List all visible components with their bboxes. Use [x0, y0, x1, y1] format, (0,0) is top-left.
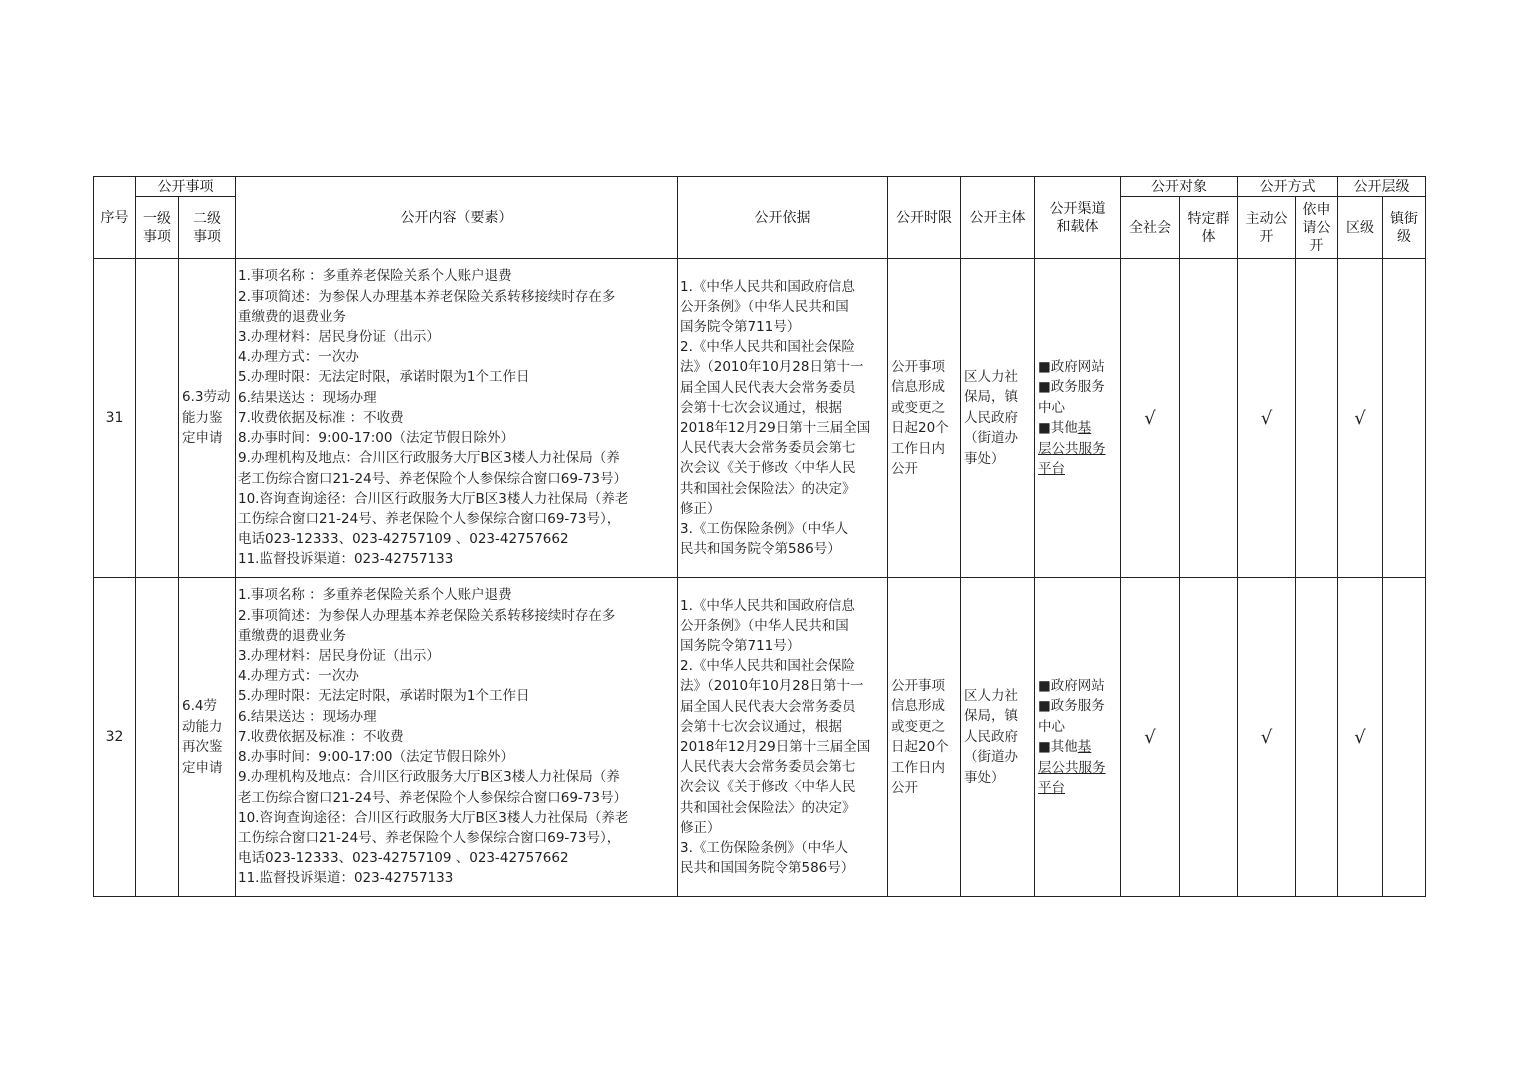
time-line: 或变更之	[891, 399, 945, 416]
table-row	[94, 259, 1426, 578]
header-town-line: 镇街	[1390, 210, 1418, 227]
basis-line: 民共和国务院令第586号）	[680, 541, 841, 558]
content-line: 1.事项名称 ：多重养老保险关系个人账户退费	[238, 587, 512, 604]
row-subject	[961, 578, 1035, 897]
basis-line: 3.《工伤保险条例》（中华人	[680, 521, 849, 538]
header-group-items: 公开事项	[136, 177, 236, 197]
subject-line: 人民政府	[964, 728, 1018, 745]
content-line: 工伤综合窗口21-24号、养老保险个人参保综合窗口69-73号），	[238, 510, 621, 527]
channel-line	[1038, 418, 1117, 439]
header-all-society: 全社会	[1121, 197, 1180, 259]
content-line: 9.办理机构及地点：合川区行政服务大厅B区3楼人力社保局（养	[238, 450, 620, 467]
header-active-line: 开	[1259, 228, 1274, 245]
header-channel-line: 公开渠道	[1049, 200, 1106, 217]
row-level2	[179, 259, 236, 578]
channel-line: ■政务服务	[1038, 379, 1105, 395]
header-specific-group-line: 体	[1201, 228, 1216, 245]
content-line: 9.办理机构及地点：合川区行政服务大厅B区3楼人力社保局（养	[238, 769, 620, 786]
header-specific-group-line: 特定群	[1187, 210, 1230, 227]
basis-line: 次会议《关于修改〈中华人民	[680, 779, 856, 796]
time-line: 信息形成	[891, 698, 945, 714]
basis-line: 人民代表大会常务委员会第七	[680, 759, 856, 776]
basis-line: 公开条例》（中华人民共和国	[680, 298, 849, 315]
basis-line: 修正）	[680, 500, 721, 517]
header-level1-line: 一级	[143, 210, 171, 227]
header-level2-line: 二级	[193, 210, 221, 227]
channel-other-label: ■其他	[1038, 739, 1078, 755]
level2-line: 动能力	[182, 718, 223, 735]
basis-line: 修正）	[680, 819, 721, 836]
header-channel	[1035, 177, 1121, 259]
row-channel	[1035, 578, 1121, 897]
content-line: 8.办事时间：9:00-17:00（法定节假日除外）	[238, 749, 514, 766]
basis-line: 民共和国国务院令第586号）	[680, 860, 855, 877]
basis-line: 共和国社会保险法〉的决定》	[680, 480, 856, 497]
row-content	[236, 578, 678, 897]
row-time	[888, 578, 961, 897]
time-line: 公开	[891, 780, 918, 796]
header-town-line: 级	[1397, 228, 1411, 245]
header-district: 区级	[1338, 197, 1383, 259]
subject-line: 事处）	[964, 450, 1005, 467]
row-level2	[179, 578, 236, 897]
header-row-1	[94, 177, 1426, 197]
content-line: 2.事项简述：为参保人办理基本养老保险关系转移接续时存在多	[238, 288, 616, 305]
header-specific-group	[1180, 197, 1238, 259]
disclosure-table	[93, 176, 1426, 897]
row-level1	[136, 578, 179, 897]
channel-other-label: ■其他	[1038, 420, 1078, 436]
time-line: 工作日内	[891, 759, 945, 776]
row-basis	[678, 578, 888, 897]
level2-line: 6.3劳动	[182, 389, 231, 406]
time-line: 工作日内	[891, 440, 945, 457]
channel-line: ■政务服务	[1038, 698, 1105, 714]
header-by-request-line: 依申	[1302, 201, 1331, 218]
header-level2-line: 事项	[193, 228, 221, 245]
content-line: 7.收费依据及标准 ：不收费	[238, 409, 404, 426]
basis-line: 2018年12月29日第十三届全国	[680, 739, 871, 755]
content-line: 工伤综合窗口21-24号、养老保险个人参保综合窗口69-73号），	[238, 829, 621, 846]
row-basis	[678, 259, 888, 578]
subject-line: 保局，镇	[964, 389, 1018, 406]
row-district-check: √	[1338, 578, 1383, 897]
basis-line: 次会议《关于修改〈中华人民	[680, 460, 856, 477]
header-by-request-line: 开	[1309, 237, 1324, 254]
channel-other-link[interactable]: 平台	[1038, 461, 1065, 477]
content-line: 10.咨询查询途径：合川区行政服务大厅B区3楼人力社保局（养老	[238, 490, 629, 507]
content-line: 6.结果送达 ：现场办理	[238, 389, 377, 406]
content-line: 重缴费的退费业务	[238, 308, 346, 325]
basis-line: 人民代表大会常务委员会第七	[680, 440, 856, 457]
subject-line: （街道办	[964, 430, 1018, 447]
level2-line: 6.4劳	[182, 698, 217, 714]
basis-line: 1.《中华人民共和国政府信息	[680, 278, 855, 295]
row-level1	[136, 259, 179, 578]
row-content	[236, 259, 678, 578]
time-line: 日起20个	[891, 420, 949, 436]
channel-other-link[interactable]: 平台	[1038, 780, 1065, 796]
channel-other-link[interactable]: 层公共服务	[1038, 440, 1106, 457]
basis-line: 届全国人民代表大会常务委员	[680, 698, 856, 715]
content-line: 5.办理时限：无法定时限，承诺时限为1个工作日	[238, 369, 530, 386]
header-level1	[136, 197, 179, 259]
basis-line: 国务院令第711号）	[680, 318, 801, 335]
content-line: 电话023-12333、023-42757109 、023-42757662	[238, 850, 569, 867]
content-line: 2.事项简述：为参保人办理基本养老保险关系转移接续时存在多	[238, 607, 616, 624]
basis-line: 法》（2010年10月28日第十一	[680, 678, 864, 695]
header-group-method: 公开方式	[1238, 177, 1338, 197]
row-seq: 32	[94, 578, 136, 897]
content-line: 重缴费的退费业务	[238, 627, 346, 644]
content-line: 老工伤综合窗口21-24号、养老保险个人参保综合窗口69-73号）	[238, 789, 627, 806]
row-all-society-check: √	[1121, 259, 1180, 578]
content-line: 10.咨询查询途径：合川区行政服务大厅B区3楼人力社保局（养老	[238, 809, 629, 826]
basis-line: 共和国社会保险法〉的决定》	[680, 799, 856, 816]
channel-line: ■政府网站	[1038, 677, 1105, 694]
time-line: 公开	[891, 461, 918, 477]
level2-line: 能力鉴	[182, 409, 223, 426]
header-basis: 公开依据	[678, 177, 888, 259]
time-line: 信息形成	[891, 379, 945, 395]
basis-line: 2.《中华人民共和国社会保险	[680, 658, 855, 675]
content-line: 11.监督投诉渠道：023-42757133	[238, 551, 454, 568]
channel-other-link[interactable]: 基	[1077, 420, 1092, 436]
basis-line: 届全国人民代表大会常务委员	[680, 379, 856, 396]
row-seq: 31	[94, 259, 136, 578]
time-line: 公开事项	[891, 677, 945, 694]
basis-line: 2018年12月29日第十三届全国	[680, 420, 871, 436]
row-subject	[961, 259, 1035, 578]
content-line: 电话023-12333、023-42757109 、023-42757662	[238, 531, 569, 548]
header-active-line: 主动公	[1245, 210, 1288, 227]
header-by-request-line: 请公	[1302, 219, 1331, 236]
channel-line: 中心	[1038, 399, 1065, 416]
table-row	[94, 578, 1426, 897]
subject-line: 人民政府	[964, 409, 1018, 426]
content-line: 5.办理时限：无法定时限，承诺时限为1个工作日	[238, 688, 530, 705]
content-line: 3.办理材料：居民身份证（出示）	[238, 329, 440, 346]
basis-line: 1.《中华人民共和国政府信息	[680, 597, 855, 614]
time-line: 公开事项	[891, 358, 945, 375]
level2-line: 再次鉴	[182, 739, 223, 755]
subject-line: 区人力社	[964, 687, 1018, 704]
basis-line: 国务院令第711号）	[680, 637, 801, 654]
row-active-check: √	[1238, 578, 1296, 897]
basis-line: 公开条例》（中华人民共和国	[680, 617, 849, 634]
subject-line: 区人力社	[964, 368, 1018, 385]
header-time: 公开时限	[888, 177, 961, 259]
header-level1-line: 事项	[143, 228, 171, 245]
basis-line: 3.《工伤保险条例》（中华人	[680, 840, 849, 857]
time-line: 日起20个	[891, 739, 949, 755]
row-by-request-check	[1296, 259, 1338, 578]
row-district-check: √	[1338, 259, 1383, 578]
time-line: 或变更之	[891, 718, 945, 735]
level2-line: 定申请	[182, 759, 223, 776]
content-line: 4.办理方式：一次办	[238, 349, 359, 366]
header-seq: 序号	[94, 177, 136, 259]
header-channel-line: 和载体	[1056, 218, 1099, 235]
header-content: 公开内容（要素）	[236, 177, 678, 259]
content-line: 3.办理材料：居民身份证（出示）	[238, 648, 440, 665]
content-line: 6.结果送达 ：现场办理	[238, 708, 377, 725]
row-time	[888, 259, 961, 578]
basis-line: 2.《中华人民共和国社会保险	[680, 339, 855, 356]
header-subject: 公开主体	[961, 177, 1035, 259]
channel-line	[1038, 737, 1117, 758]
row-town-check	[1383, 259, 1426, 578]
row-specific-group-check	[1180, 259, 1238, 578]
subject-line: （街道办	[964, 749, 1018, 766]
header-group-target: 公开对象	[1121, 177, 1238, 197]
content-line: 4.办理方式：一次办	[238, 668, 359, 685]
header-active	[1238, 197, 1296, 259]
header-town	[1383, 197, 1426, 259]
content-line: 老工伤综合窗口21-24号、养老保险个人参保综合窗口69-73号）	[238, 470, 627, 487]
row-active-check: √	[1238, 259, 1296, 578]
row-channel	[1035, 259, 1121, 578]
header-group-level: 公开层级	[1338, 177, 1426, 197]
subject-line: 保局，镇	[964, 708, 1018, 725]
level2-line: 定申请	[182, 430, 223, 447]
channel-line: 中心	[1038, 718, 1065, 735]
basis-line: 会第十七次会议通过，根据	[680, 399, 842, 416]
header-level2	[179, 197, 236, 259]
channel-line: ■政府网站	[1038, 358, 1105, 375]
content-line: 1.事项名称 ：多重养老保险关系个人账户退费	[238, 268, 512, 285]
content-line: 8.办事时间：9:00-17:00（法定节假日除外）	[238, 430, 514, 447]
subject-line: 事处）	[964, 769, 1005, 786]
row-town-check	[1383, 578, 1426, 897]
channel-other-link[interactable]: 基	[1077, 739, 1092, 755]
basis-line: 会第十七次会议通过，根据	[680, 718, 842, 735]
content-line: 11.监督投诉渠道：023-42757133	[238, 870, 454, 887]
content-line: 7.收费依据及标准 ：不收费	[238, 728, 404, 745]
channel-other-link[interactable]: 层公共服务	[1038, 759, 1106, 776]
row-specific-group-check	[1180, 578, 1238, 897]
basis-line: 法》（2010年10月28日第十一	[680, 359, 864, 376]
row-by-request-check	[1296, 578, 1338, 897]
row-all-society-check: √	[1121, 578, 1180, 897]
header-by-request	[1296, 197, 1338, 259]
